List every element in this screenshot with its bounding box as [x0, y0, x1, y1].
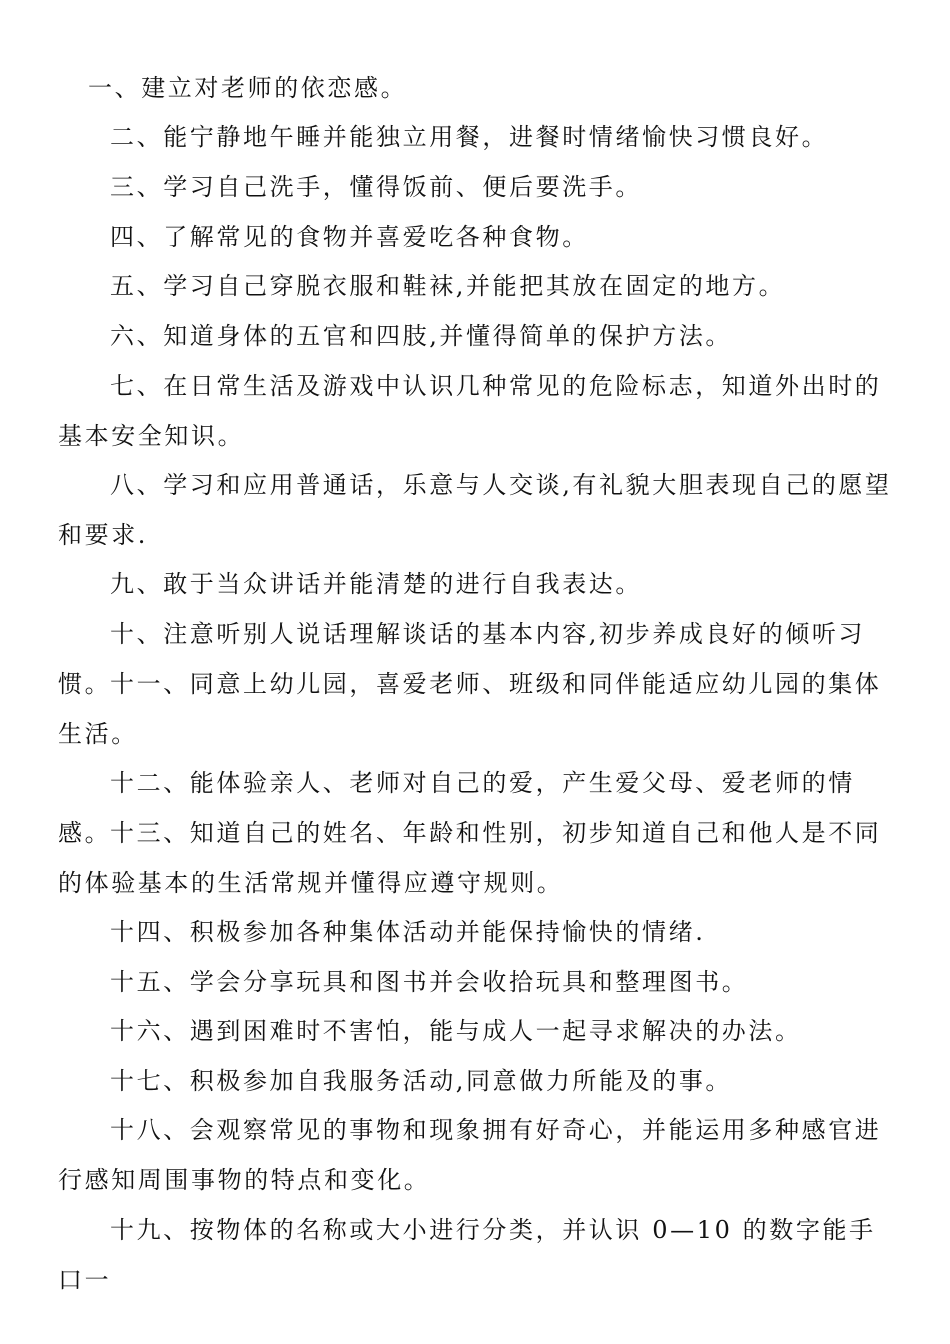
paragraph-19: 十九、按物体的名称或大小进行分类，并认识 0—10 的数字能手口一 — [58, 1216, 876, 1294]
paragraph-13: 十三、知道自己的姓名、年龄和性别，初步知道自己和他人是不同的体验基本的生活常规并懂得应遵守规则。 — [58, 819, 882, 897]
paragraph-15: 十五、学会分享玩具和图书并会收拾玩具和整理图书。 — [110, 968, 749, 996]
paragraph-2: 二、能宁静地午睡并能独立用餐，进餐时情绪愉快习惯良好。 — [110, 123, 829, 151]
paragraph-7: 七、在日常生活及游戏中认识几种常见的危险标志，知道外出时的基本安全知识。 — [58, 372, 882, 450]
paragraph-11: 十一、同意上幼儿园，喜爱老师、班级和同伴能适应幼儿园的集体生活。 — [58, 670, 882, 748]
paragraph-1: 一、建立对老师的依恋感。 — [88, 74, 408, 102]
paragraph-17: 十七、积极参加自我服务活动,同意做力所能及的事。 — [110, 1067, 733, 1095]
paragraph-16: 十六、遇到困难时不害怕，能与成人一起寻求解决的办法。 — [110, 1017, 802, 1045]
paragraph-12: 十二、能体验亲人、老师对自己的爱，产生爱父母、爱老师的情感。 — [58, 769, 855, 847]
paragraph-4: 四、了解常见的食物并喜爱吃各种食物。 — [110, 223, 589, 251]
paragraph-8: 八、学习和应用普通话，乐意与人交谈,有礼貌大胆表现自己的愿望和要求. — [58, 471, 892, 549]
paragraph-10: 十、注意听别人说话理解谈话的基本内容,初步养成良好的倾听习惯。 — [58, 620, 866, 698]
paragraph-3: 三、学习自己洗手，懂得饭前、便后要洗手。 — [110, 173, 642, 201]
paragraph-14: 十四、积极参加各种集体活动并能保持愉快的情绪. — [110, 918, 706, 946]
paragraph-9: 九、敢于当众讲话并能清楚的进行自我表达。 — [110, 570, 642, 598]
paragraph-6: 六、知道身体的五官和四肢,并懂得简单的保护方法。 — [110, 322, 733, 350]
paragraph-18: 十八、会观察常见的事物和现象拥有好奇心，并能运用多种感官进行感知周围事物的特点和变化。 — [58, 1116, 882, 1194]
paragraph-5: 五、学习自己穿脱衣服和鞋袜,并能把其放在固定的地方。 — [110, 272, 786, 300]
